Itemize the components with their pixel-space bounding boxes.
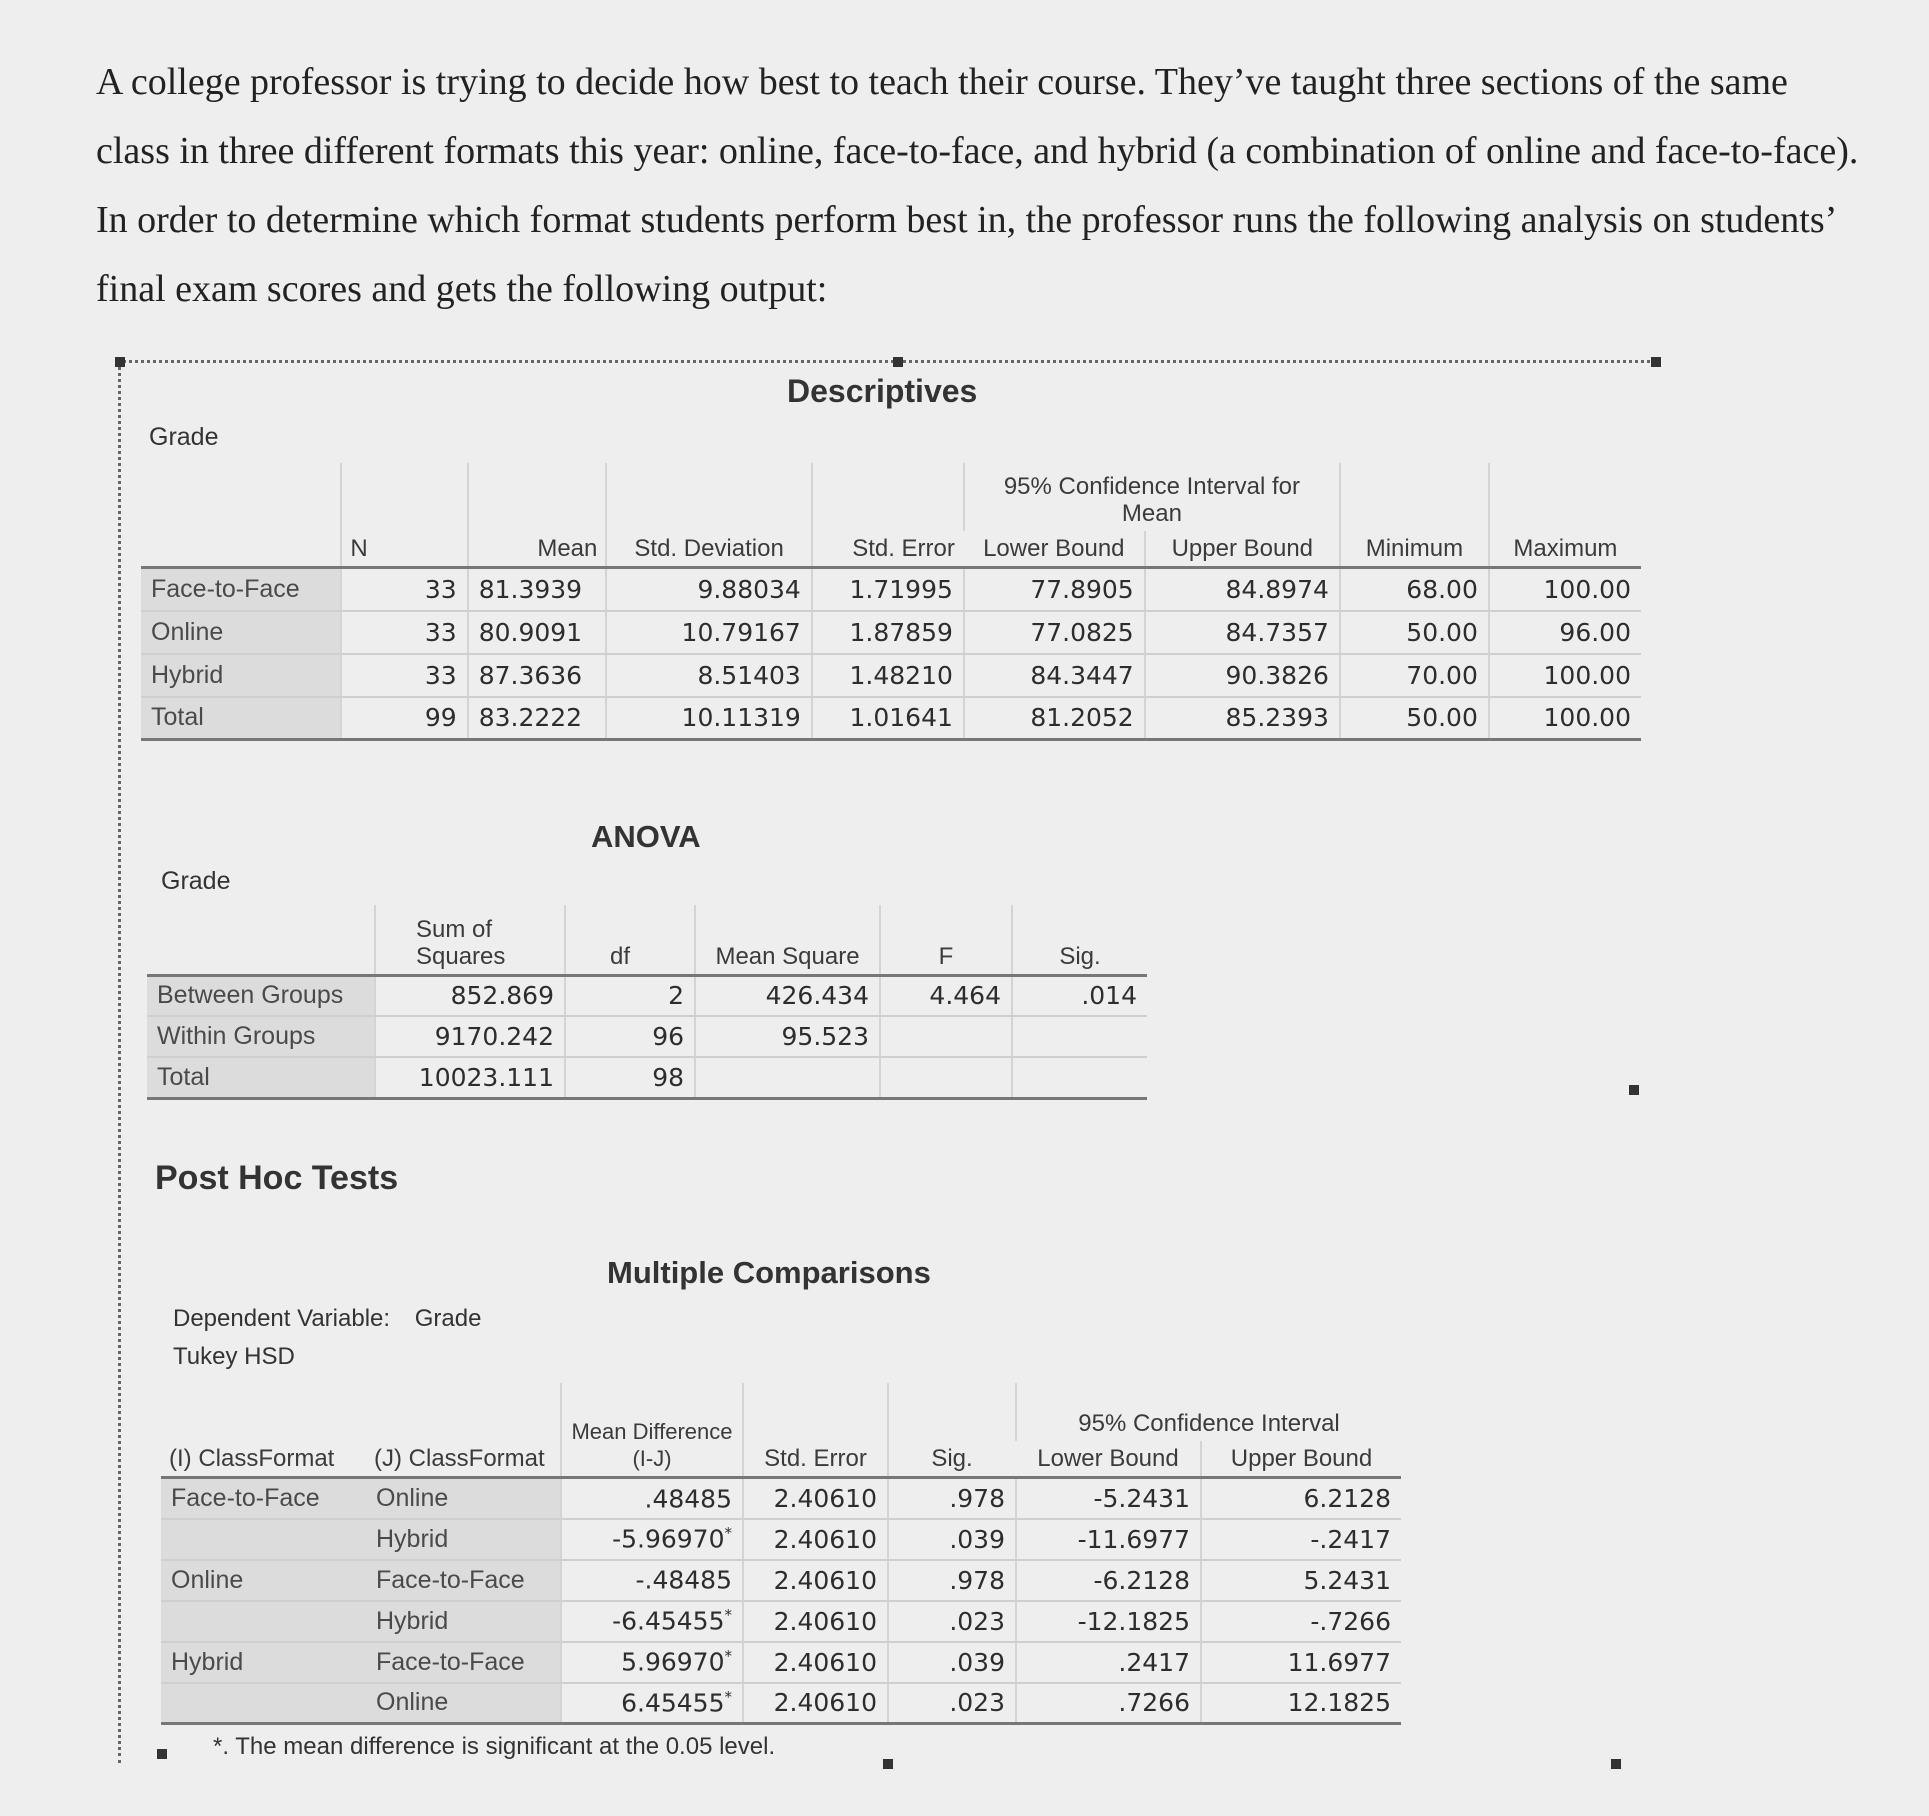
cell-mean-difference [561, 1560, 743, 1601]
resize-handle-top-center[interactable] [893, 357, 903, 367]
resize-handle-top-right[interactable] [1651, 357, 1661, 367]
cell-se: 1.01641 [812, 697, 964, 740]
cell-i-classformat [161, 1683, 366, 1724]
cell-mean-difference [561, 1642, 743, 1683]
mean-difference-value: .48485 [644, 1483, 732, 1513]
cell-mean-square: 426.434 [695, 975, 880, 1016]
cell-upper-bound: 12.1825 [1201, 1683, 1401, 1724]
cell-lower-bound: 77.8905 [964, 568, 1145, 611]
significance-marker: * [724, 1524, 732, 1543]
cell-j-classformat: Hybrid [366, 1519, 561, 1560]
cell-upper-bound: 6.2128 [1201, 1478, 1401, 1519]
table-row [147, 975, 1147, 1016]
cell-df: 98 [565, 1057, 695, 1098]
cell-lower-bound: .2417 [1016, 1642, 1201, 1683]
method-label: Tukey HSD [173, 1343, 295, 1370]
row-label: Hybrid [141, 654, 341, 697]
cell-sd: 9.88034 [606, 568, 811, 611]
question-line-3: In order to determine which format students perform best in, the professor runs the following analysis on students’ [96, 199, 1838, 241]
col-header-std-error: Std. Error [743, 1383, 888, 1476]
cell-upper-bound: 84.8974 [1145, 568, 1340, 611]
cell-sig: .978 [888, 1478, 1016, 1519]
anova-corner-cell [147, 905, 375, 975]
cell-lower-bound: -12.1825 [1016, 1601, 1201, 1642]
row-label: Online [141, 611, 341, 654]
question-line-1: A college professor is trying to decide how best to teach their course. They’ve taught three sections of the same [96, 61, 1788, 103]
table-row [161, 1560, 1401, 1601]
table-row [161, 1601, 1401, 1642]
cell-j-classformat: Hybrid [366, 1601, 561, 1642]
row-label: Total [147, 1057, 375, 1098]
cell-std-error: 2.40610 [743, 1642, 888, 1683]
dependent-variable-value: Grade [414, 1305, 482, 1332]
cell-j-classformat: Online [366, 1683, 561, 1724]
cell-upper-bound: -.7266 [1201, 1601, 1401, 1642]
cell-std-error: 2.40610 [743, 1519, 888, 1560]
cell-sum-of-squares: 10023.111 [375, 1057, 565, 1098]
cell-lower-bound: -11.6977 [1016, 1519, 1201, 1560]
spss-output [118, 360, 1661, 1763]
cell-n: 33 [341, 611, 467, 654]
cell-upper-bound: -.2417 [1201, 1519, 1401, 1560]
col-header-std-error: Std. Error [812, 463, 964, 566]
cell-lower-bound: 84.3447 [964, 654, 1145, 697]
multiple-comparisons-table [161, 1383, 1401, 1725]
cell-sum-of-squares: 852.869 [375, 975, 565, 1016]
table-row [147, 1057, 1147, 1098]
cell-sum-of-squares: 9170.242 [375, 1016, 565, 1057]
cell-sig: .039 [888, 1642, 1016, 1683]
descriptives-title: Descriptives [787, 373, 978, 409]
col-header-lower-bound: Lower Bound [1037, 1445, 1179, 1472]
col-header-sig: Sig. [888, 1383, 1016, 1476]
cell-lower-bound: .7266 [1016, 1683, 1201, 1724]
table-row [141, 568, 1641, 611]
cell-maximum: 100.00 [1489, 697, 1641, 740]
descriptives-corner-cell [141, 463, 341, 566]
table-row [141, 654, 1641, 697]
cell-j-classformat: Face-to-Face [366, 1560, 561, 1601]
cell-j-classformat: Face-to-Face [366, 1642, 561, 1683]
resize-handle-bottom-center[interactable] [883, 1759, 893, 1769]
cell-lower-bound: -6.2128 [1016, 1560, 1201, 1601]
col-header-ci-group: 95% Confidence Interval [1016, 1383, 1401, 1441]
dependent-variable-label: Dependent Variable: [173, 1305, 391, 1332]
question-text [96, 48, 1896, 324]
resize-handle-middle-right[interactable] [1629, 1085, 1639, 1095]
cell-se: 1.87859 [812, 611, 964, 654]
row-label: Face-to-Face [141, 568, 341, 611]
cell-df: 96 [565, 1016, 695, 1057]
resize-handle-top-left[interactable] [115, 357, 125, 367]
anova-title: ANOVA [591, 819, 701, 854]
col-header-std-deviation: Std. Deviation [606, 463, 811, 566]
cell-i-classformat: Face-to-Face [161, 1478, 366, 1519]
cell-minimum: 50.00 [1340, 611, 1489, 654]
col-header-i-classformat: (I) ClassFormat [169, 1445, 335, 1472]
col-header-n: N [341, 463, 467, 566]
cell-sd: 10.79167 [606, 611, 811, 654]
cell-sig: .039 [888, 1519, 1016, 1560]
row-label: Between Groups [147, 975, 375, 1016]
cell-f: 4.464 [880, 975, 1012, 1016]
cell-n: 33 [341, 654, 467, 697]
mean-difference-value: 6.45455 [621, 1688, 725, 1718]
col-header-minimum: Minimum [1340, 463, 1489, 566]
col-header-sum-of-squares: Sum of Squares [375, 905, 565, 975]
anova-dependent-label: Grade [161, 867, 231, 895]
cell-maximum: 96.00 [1489, 611, 1641, 654]
cell-mean: 81.3939 [468, 568, 607, 611]
cell-sig: .023 [888, 1683, 1016, 1724]
mean-difference-value: -.48485 [635, 1565, 732, 1595]
cell-maximum: 100.00 [1489, 568, 1641, 611]
col-header-f: F [880, 905, 1012, 975]
cell-sig: .014 [1012, 975, 1147, 1016]
col-header-j-classformat: (J) ClassFormat [374, 1445, 545, 1472]
mean-difference-value: 5.96970 [621, 1647, 725, 1677]
cell-sig: .978 [888, 1560, 1016, 1601]
cell-se: 1.48210 [812, 654, 964, 697]
cell-i-classformat [161, 1519, 366, 1560]
cell-minimum: 50.00 [1340, 697, 1489, 740]
cell-i-classformat [161, 1601, 366, 1642]
dependent-variable-line [173, 1305, 481, 1333]
cell-sig [1012, 1016, 1147, 1057]
cell-lower-bound: 81.2052 [964, 697, 1145, 740]
cell-mean-square: 95.523 [695, 1016, 880, 1057]
question-line-2: class in three different formats this year: online, face-to-face, and hybrid (a combination of online and face-to-face). [96, 130, 1859, 172]
col-header-upper-bound: Upper Bound [1145, 531, 1340, 566]
cell-i-classformat: Hybrid [161, 1642, 366, 1683]
cell-n: 33 [341, 568, 467, 611]
table-row [161, 1519, 1401, 1560]
cell-mean: 87.3636 [468, 654, 607, 697]
resize-handle-bottom-left[interactable] [157, 1749, 167, 1759]
col-header-mean: Mean [468, 463, 607, 566]
mean-difference-value: -5.96970 [612, 1524, 725, 1554]
table-row [161, 1478, 1401, 1519]
cell-se: 1.71995 [812, 568, 964, 611]
col-header-sig: Sig. [1012, 905, 1147, 975]
cell-mean-difference [561, 1601, 743, 1642]
cell-minimum: 68.00 [1340, 568, 1489, 611]
row-label: Within Groups [147, 1016, 375, 1057]
table-row [141, 611, 1641, 654]
cell-upper-bound: 85.2393 [1145, 697, 1340, 740]
table-row [161, 1642, 1401, 1683]
cell-upper-bound: 90.3826 [1145, 654, 1340, 697]
cell-i-classformat: Online [161, 1560, 366, 1601]
significance-footnote: *. The mean difference is significant at the 0.05 level. [213, 1733, 776, 1760]
cell-sig: .023 [888, 1601, 1016, 1642]
col-header-df: df [565, 905, 695, 975]
cell-mean: 80.9091 [468, 611, 607, 654]
cell-lower-bound: -5.2431 [1016, 1478, 1201, 1519]
cell-minimum: 70.00 [1340, 654, 1489, 697]
cell-std-error: 2.40610 [743, 1601, 888, 1642]
significance-marker: * [724, 1647, 732, 1666]
cell-lower-bound: 77.0825 [964, 611, 1145, 654]
cell-std-error: 2.40610 [743, 1560, 888, 1601]
col-header-upper-bound: Upper Bound [1201, 1441, 1401, 1476]
descriptives-table [141, 463, 1641, 741]
col-header-ci-group: 95% Confidence Interval for Mean [964, 463, 1340, 531]
cell-mean-difference [561, 1683, 743, 1724]
descriptives-dependent-label: Grade [149, 423, 219, 451]
row-label: Total [141, 697, 341, 740]
cell-upper-bound: 11.6977 [1201, 1642, 1401, 1683]
cell-upper-bound: 5.2431 [1201, 1560, 1401, 1601]
cell-upper-bound: 84.7357 [1145, 611, 1340, 654]
table-row [161, 1683, 1401, 1724]
significance-marker: * [724, 1688, 732, 1707]
cell-sig [1012, 1057, 1147, 1098]
col-header-lower-bound: Lower Bound [983, 535, 1125, 562]
cell-j-classformat: Online [366, 1478, 561, 1519]
post-hoc-heading: Post Hoc Tests [155, 1159, 399, 1197]
resize-handle-bottom-right[interactable] [1611, 1759, 1621, 1769]
multiple-comparisons-title: Multiple Comparisons [607, 1255, 931, 1290]
cell-mean-difference [561, 1478, 743, 1519]
cell-n: 99 [341, 697, 467, 740]
table-row [147, 1016, 1147, 1057]
table-row [141, 697, 1641, 740]
col-header-mean-difference: Mean Difference (I-J) [561, 1383, 743, 1476]
cell-mean: 83.2222 [468, 697, 607, 740]
cell-mean-difference [561, 1519, 743, 1560]
cell-maximum: 100.00 [1489, 654, 1641, 697]
cell-df: 2 [565, 975, 695, 1016]
cell-sd: 8.51403 [606, 654, 811, 697]
col-header-mean-square: Mean Square [695, 905, 880, 975]
cell-sd: 10.11319 [606, 697, 811, 740]
question-line-4: final exam scores and gets the following output: [96, 268, 828, 310]
anova-table [147, 905, 1147, 1100]
significance-marker: * [724, 1606, 732, 1625]
col-header-maximum: Maximum [1489, 463, 1641, 566]
cell-std-error: 2.40610 [743, 1683, 888, 1724]
cell-std-error: 2.40610 [743, 1478, 888, 1519]
cell-mean-square [695, 1057, 880, 1098]
cell-f [880, 1016, 1012, 1057]
cell-f [880, 1057, 1012, 1098]
mean-difference-value: -6.45455 [612, 1606, 725, 1636]
